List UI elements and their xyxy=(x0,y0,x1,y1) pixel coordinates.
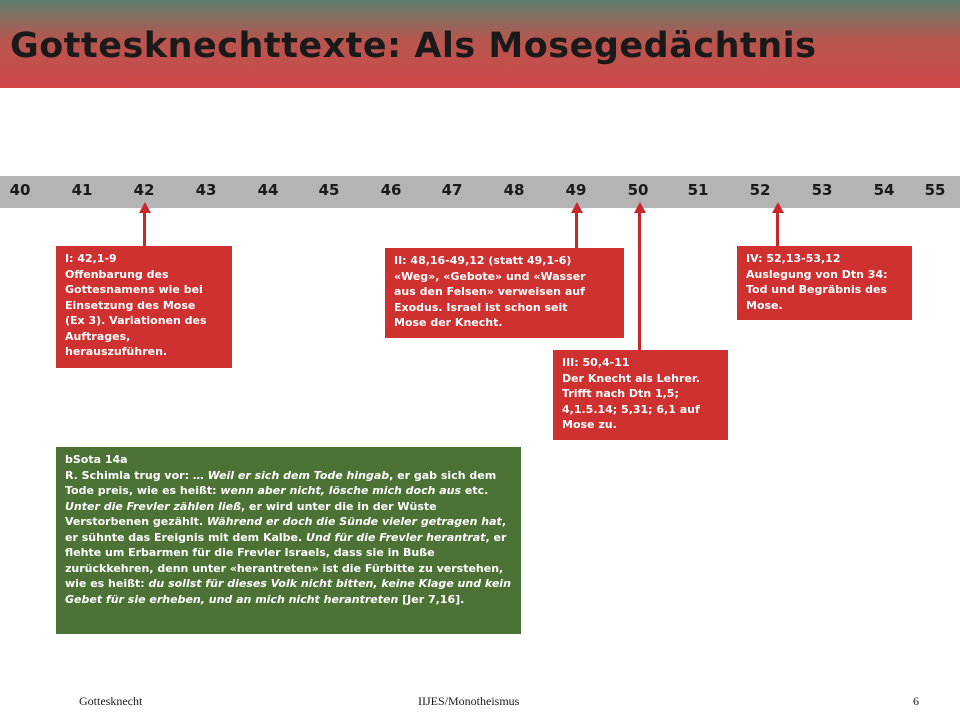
arrow-52-icon xyxy=(772,202,784,213)
servant-song-1-line: (Ex 3). Variationen des xyxy=(65,314,207,327)
servant-song-3-box xyxy=(553,350,728,440)
connector-49 xyxy=(575,213,578,248)
footer-center: IIJES/Monotheismus xyxy=(418,694,520,708)
quote-segment: , er sühnte das Ereignis mit dem Kalbe. xyxy=(65,515,506,544)
quote-segment: [Jer 7,16]. xyxy=(398,592,465,606)
servant-song-1-ref: I: 42,1-9 xyxy=(65,252,117,265)
servant-song-4-ref: IV: 52,13-53,12 xyxy=(746,252,841,265)
servant-song-2-ref: II: 48,16-49,12 (statt 49,1-6) xyxy=(394,254,572,267)
chapter-45: 45 xyxy=(318,181,340,199)
chapter-47: 47 xyxy=(441,181,463,199)
quote-segment: , er flehte um Erbarmen für die Frevler Israels, dass sie in Buße zurückkehren, denn unter «herantreten» ist die Fürbitte zu verstehen, wie es heißt: xyxy=(65,530,507,590)
quote-italic-segment: wenn aber nicht, lösche mich doch aus xyxy=(220,484,462,497)
chapter-41: 41 xyxy=(71,181,93,199)
chapter-43: 43 xyxy=(195,181,217,199)
servant-song-3-line: Trifft nach Dtn 1,5; xyxy=(562,387,679,400)
talmud-quote-box xyxy=(56,447,521,634)
servant-song-3-ref: III: 50,4-11 xyxy=(562,356,630,369)
servant-song-3-line: 4,1.5.14; 5,31; 6,1 auf xyxy=(562,402,700,416)
chapter-44: 44 xyxy=(257,181,279,199)
quote-italic-segment: Unter die Frevler zählen ließ xyxy=(65,499,241,513)
chapter-52: 52 xyxy=(749,181,771,199)
quote-segment: R. Schimla trug vor: … xyxy=(65,468,208,482)
quote-italic-segment: du sollst für dieses Volk nicht bitten, keine Klage und kein Gebet für sie erheben, und an mich nicht herantreten xyxy=(65,577,511,606)
quote-segment: , er gab sich dem Tode preis, wie es heißt: xyxy=(65,468,497,497)
page-number: 6 xyxy=(913,694,919,708)
servant-song-1-line: Auftrages, xyxy=(65,329,131,343)
talmud-quote-text xyxy=(65,468,512,608)
quote-segment: etc. xyxy=(461,484,489,497)
chapter-40: 40 xyxy=(9,181,31,199)
servant-song-4-line: Auslegung von Dtn 34: xyxy=(746,267,888,281)
arrow-42-icon xyxy=(139,202,151,213)
chapter-53: 53 xyxy=(811,181,833,199)
quote-segment: , er wird unter die in der Wüste Verstorbenen gezählt. xyxy=(65,499,437,528)
servant-song-2-line: Exodus. Israel ist schon seit xyxy=(394,300,568,314)
connector-42 xyxy=(143,213,146,246)
talmud-quote-ref: bSota 14a xyxy=(65,453,128,466)
chapter-42: 42 xyxy=(133,181,155,199)
chapter-54: 54 xyxy=(873,181,895,199)
servant-song-4-line: Tod und Begräbnis des xyxy=(746,283,887,296)
arrow-50-icon xyxy=(634,202,646,213)
servant-song-4-line: Mose. xyxy=(746,298,783,312)
chapter-49: 49 xyxy=(565,181,587,199)
servant-song-2-line: Mose der Knecht. xyxy=(394,316,503,329)
arrow-49-icon xyxy=(571,202,583,213)
quote-italic-segment: Während er doch die Sünde vieler getragen hat xyxy=(206,515,502,528)
quote-italic-segment: Und für die Frevler herantrat xyxy=(306,530,486,544)
servant-song-1-box xyxy=(56,246,232,368)
servant-song-3-line: Mose zu. xyxy=(562,418,617,431)
servant-song-3-line: Der Knecht als Lehrer. xyxy=(562,371,700,385)
servant-song-4-box xyxy=(737,246,912,320)
servant-song-2-line: «Weg», «Gebote» und «Wasser xyxy=(394,269,586,283)
connector-50 xyxy=(638,213,641,351)
connector-52 xyxy=(776,213,779,246)
servant-song-1-line: Offenbarung des xyxy=(65,267,169,281)
footer-left: Gottesknecht xyxy=(79,694,143,708)
slide-title: Gottesknechttexte: Als Mosegedächtnis xyxy=(10,26,817,66)
servant-song-2-box xyxy=(385,248,624,338)
servant-song-1-line: Einsetzung des Mose xyxy=(65,298,196,312)
chapter-46: 46 xyxy=(380,181,402,199)
servant-song-2-line: aus den Felsen» verweisen auf xyxy=(394,285,585,298)
servant-song-1-line: Gottesnamens wie bei xyxy=(65,283,203,296)
servant-song-1-line: herauszuführen. xyxy=(65,345,168,358)
chapter-48: 48 xyxy=(503,181,525,199)
chapter-50: 50 xyxy=(627,181,649,199)
quote-italic-segment: Weil er sich dem Tode hingab xyxy=(207,468,390,482)
chapter-55: 55 xyxy=(924,181,946,199)
chapter-51: 51 xyxy=(687,181,709,199)
